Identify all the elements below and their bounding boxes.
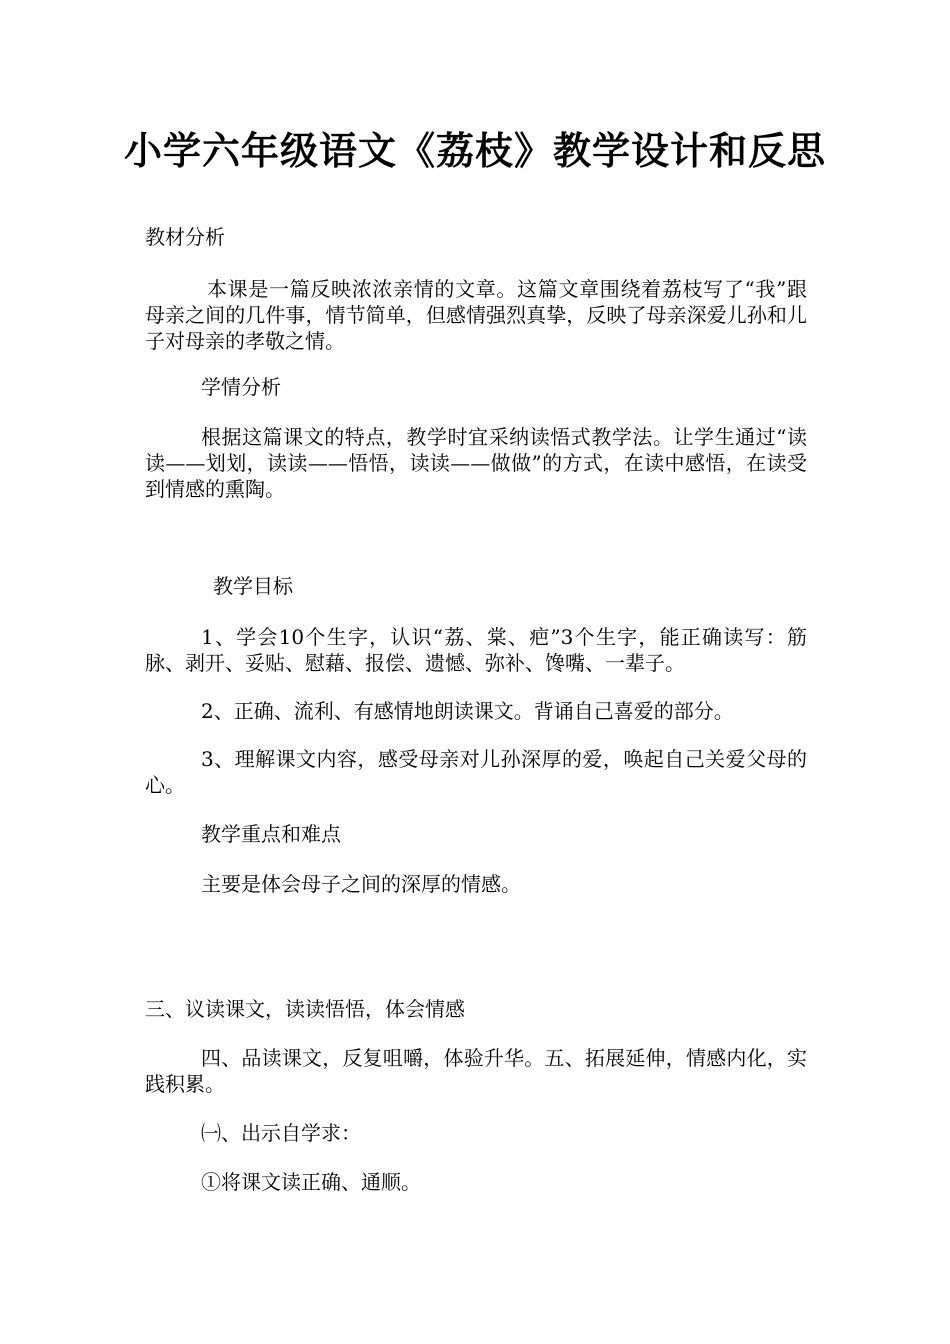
heading-teaching-goals: 教学目标 — [213, 574, 293, 598]
heading-student-analysis: 学情分析 — [201, 375, 281, 399]
section-four-five: 四、品读课文，反复咀嚼，体验升华。五、拓展延伸，情感内化，实践积累。 — [145, 1046, 807, 1096]
goal-item-1: 1、学会10个生字，认识“荔、棠、疤”3个生字，能正确读写：筋脉、剥开、妥贴、慰藉、报偿、遗憾、弥补、馋嘴、一辈子。 — [145, 625, 807, 675]
goal-item-2: 2、正确、流利、有感情地朗读课文。背诵自己喜爱的部分。 — [201, 699, 734, 723]
document-title: 小学六年级语文《荔枝》教学设计和反思 — [123, 129, 826, 173]
heading-material-analysis: 教材分析 — [145, 225, 225, 249]
goal-item-3: 3、理解课文内容，感受母亲对儿孙深厚的爱，唤起自己关爱父母的心。 — [145, 747, 807, 797]
heading-key-points: 教学重点和难点 — [201, 822, 341, 846]
self-study-heading: ㈠、出示自学求： — [201, 1121, 361, 1145]
paragraph-key-points: 主要是体会母子之间的深厚的情感。 — [201, 872, 521, 896]
paragraph-material-analysis: 本课是一篇反映浓浓亲情的文章。这篇文章围绕着荔枝写了“我”跟母亲之间的几件事，情节简单，但感情强烈真挚，反映了母亲深爱儿孙和儿子对母亲的孝敬之情。 — [145, 277, 807, 353]
paragraph-student-analysis: 根据这篇课文的特点，教学时宜采纳读悟式教学法。让学生通过“读读——划划，读读——悟悟，读读——做做”的方式，在读中感悟，在读受到情感的熏陶。 — [145, 425, 807, 501]
self-study-item-1: ①将课文读正确、通顺。 — [201, 1170, 421, 1194]
section-three: 三、议读课文，读读悟悟，体会情感 — [145, 997, 465, 1021]
